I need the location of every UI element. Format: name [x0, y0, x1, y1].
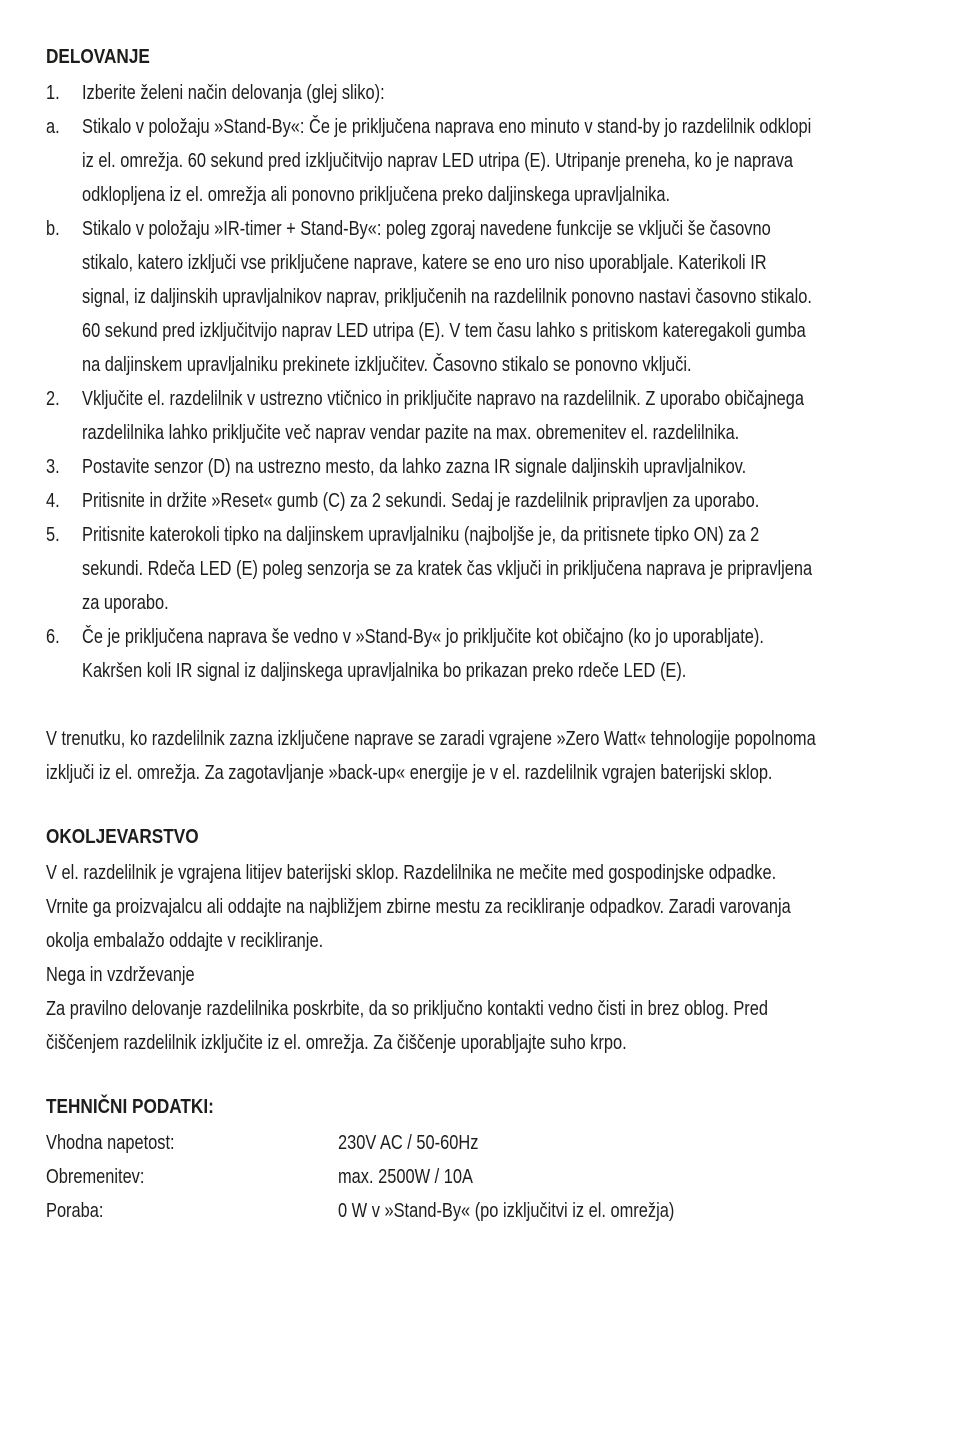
- note-paragraph: [46, 722, 908, 790]
- list-item-line: stikalo, katero izklјuči vse priključene naprave, katere se eno uro niso uporabljale. Katerikoli IR: [82, 251, 767, 274]
- spec-row-consumption: [46, 1194, 908, 1228]
- paragraph-line: V trenutku, ko razdelilnik zazna izključene naprave se zaradi vgrajene »Zero Watt« tehnologije popolnoma: [46, 727, 816, 750]
- list-item-line: odklopljena iz el. omrežja ali ponovno priključena preko daljinskega upravljalnika.: [82, 183, 671, 206]
- list-marker: 4.: [46, 489, 60, 512]
- spec-label: Poraba:: [46, 1199, 104, 1222]
- list-item-a: [46, 110, 908, 212]
- section-heading-delovanje: DELOVANJE: [46, 46, 150, 68]
- specs-table: [46, 1126, 908, 1228]
- list-item-5: [46, 518, 908, 620]
- list-marker: 1.: [46, 81, 60, 104]
- list-item-line: za uporabo.: [82, 591, 169, 614]
- list-item-line: Pritisnite in držite »Reset« gumb (C) za 2 sekundi. Sedaj je razdelilnik pripravljen za uporabo.: [82, 489, 760, 512]
- list-marker: 6.: [46, 625, 60, 648]
- spec-value: 230V AC / 50-60Hz: [338, 1131, 479, 1154]
- list-item-line: na daljinskem upravljalniku prekinete izključitev. Časovno stikalo se ponovno vključi.: [82, 353, 692, 376]
- paragraph-line: V el. razdelilnik je vgrajena litijev baterijski sklop. Razdelilnika ne mečite med gospodinjske odpadke.: [46, 861, 777, 884]
- paragraph-line: okolja embalažo oddajte v recikliranje.: [46, 929, 324, 952]
- list-item-1: [46, 76, 908, 110]
- list-item-b: [46, 212, 908, 382]
- spec-label: Obremenitev:: [46, 1165, 145, 1188]
- list-item-line: signal, iz daljinskih upravljalnikov naprav, priključenih na razdelilnik ponovno nastavi časovno stikalo.: [82, 285, 812, 308]
- list-item-6: [46, 620, 908, 688]
- list-item-line: Postavite senzor (D) na ustrezno mesto, da lahko zazna IR signale daljinskih upravljalnikov.: [82, 455, 747, 478]
- list-marker: 5.: [46, 523, 60, 546]
- list-marker: 2.: [46, 387, 60, 410]
- list-item-2: [46, 382, 908, 450]
- okoljevarstvo-paragraph: [46, 856, 908, 1060]
- spec-row-load: [46, 1160, 908, 1194]
- list-item-line: Kakršen koli IR signal iz daljinskega upravljalnika bo prikazan preko rdeče LED (E).: [82, 659, 687, 682]
- spec-value: max. 2500W / 10A: [338, 1165, 473, 1188]
- list-marker: 3.: [46, 455, 60, 478]
- list-item-line: Vključite el. razdelilnik v ustrezno vtičnico in priključite napravo na razdelilnik. Z uporabo običajnega: [82, 387, 804, 410]
- list-item-line: Stikalo v položaju »IR-timer + Stand-By«: poleg zgoraj navedene funkcije se vklјuči še časovno: [82, 217, 771, 240]
- paragraph-line: Nega in vzdrževanje: [46, 963, 195, 986]
- list-item-line: Stikalo v položaju »Stand-By«: Če je priključena naprava eno minuto v stand-by jo razdelilnik odklopi: [82, 115, 812, 138]
- list-marker: b.: [46, 217, 60, 240]
- section-heading-okoljevarstvo: OKOLJEVARSTVO: [46, 826, 199, 848]
- paragraph-line: čiščenjem razdelilnik izključite iz el. omrežja. Za čiščenje uporabljajte suho krpo.: [46, 1031, 627, 1054]
- spec-label: Vhodna napetost:: [46, 1131, 175, 1154]
- list-marker: a.: [46, 115, 60, 138]
- list-item-line: sekundi. Rdeča LED (E) poleg senzorja se za kratek čas vključi in priključena naprava je pripravljena: [82, 557, 813, 580]
- paragraph-line: Za pravilno delovanje razdelilnika poskrbite, da so priključno kontakti vedno čisti in brez oblog. Pred: [46, 997, 768, 1020]
- list-item-line: Izberite želeni način delovanja (glej sliko):: [82, 81, 385, 104]
- list-item-line: Če je priključena naprava še vedno v »Stand-By« jo priključite kot običajno (ko jo uporabljate).: [82, 625, 764, 648]
- paragraph-line: izključi iz el. omrežja. Za zagotavljanje »back-up« energije je v el. razdelilnik vgrajen baterijski sklop.: [46, 761, 773, 784]
- list-item-line: Pritisnite katerokoli tipko na daljinskem upravljalniku (najboljše je, da pritisnete tipko ON) za 2: [82, 523, 760, 546]
- list-item-line: razdelilnika lahko priključite več naprav vendar pazite na max. obremenitev el. razdelilnika.: [82, 421, 740, 444]
- section-heading-tehnicni-podatki: TEHNIČNI PODATKI:: [46, 1096, 214, 1118]
- list-item-line: 60 sekund pred izključitvijo naprav LED utripa (E). V tem času lahko s pritiskom kateregakoli gumba: [82, 319, 806, 342]
- spec-value: 0 W v »Stand-By« (po izključitvi iz el. omrežja): [338, 1199, 675, 1222]
- list-item-line: iz el. omrežja. 60 sekund pred izključitvijo naprav LED utripa (E). Utripanje preneha, ko je naprava: [82, 149, 794, 172]
- list-item-4: [46, 484, 908, 518]
- spec-row-input-voltage: [46, 1126, 908, 1160]
- paragraph-line: Vrnite ga proizvajalcu ali oddajte na najbližjem zbirne mestu za recikliranje odpadkov. Zaradi varovanja: [46, 895, 791, 918]
- list-item-3: [46, 450, 908, 484]
- document-page: [46, 44, 908, 1228]
